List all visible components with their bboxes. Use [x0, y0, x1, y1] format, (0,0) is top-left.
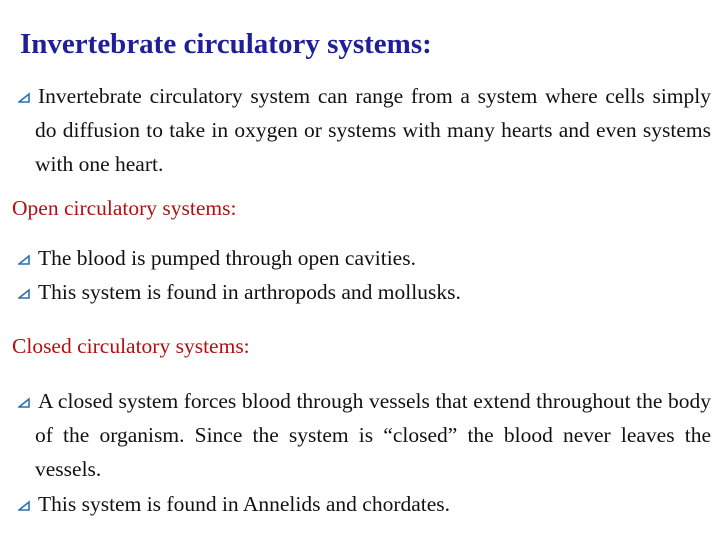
open-bullet-1-text: The blood is pumped through open cavities. — [38, 246, 416, 270]
triangle-bullet-icon — [18, 499, 31, 512]
closed-bullet-1-text: A closed system forces blood through vessels that extend throughout the body of the organism. Since the system is “closed” the blood never leaves the vessels. — [35, 389, 711, 481]
slide-title: Invertebrate circulatory systems: — [20, 28, 432, 60]
triangle-bullet-icon — [18, 253, 31, 266]
open-bullet-2 — [18, 275, 461, 309]
open-heading: Open circulatory systems: — [12, 196, 237, 220]
closed-bullet-1 — [18, 384, 711, 486]
closed-bullet-2-text: This system is found in Annelids and chordates. — [38, 492, 451, 516]
closed-bullet-2 — [18, 487, 450, 521]
closed-heading: Closed circulatory systems: — [12, 334, 250, 358]
intro-bullet — [18, 79, 711, 181]
open-bullet-2-text: This system is found in arthropods and mollusks. — [38, 280, 461, 304]
open-bullet-1 — [18, 241, 416, 275]
intro-bullet-text: Invertebrate circulatory system can range from a system where cells simply do diffusion to take in oxygen or systems with many hearts and even systems with one heart. — [35, 84, 711, 176]
triangle-bullet-icon — [18, 91, 31, 104]
triangle-bullet-icon — [18, 396, 31, 409]
triangle-bullet-icon — [18, 287, 31, 300]
